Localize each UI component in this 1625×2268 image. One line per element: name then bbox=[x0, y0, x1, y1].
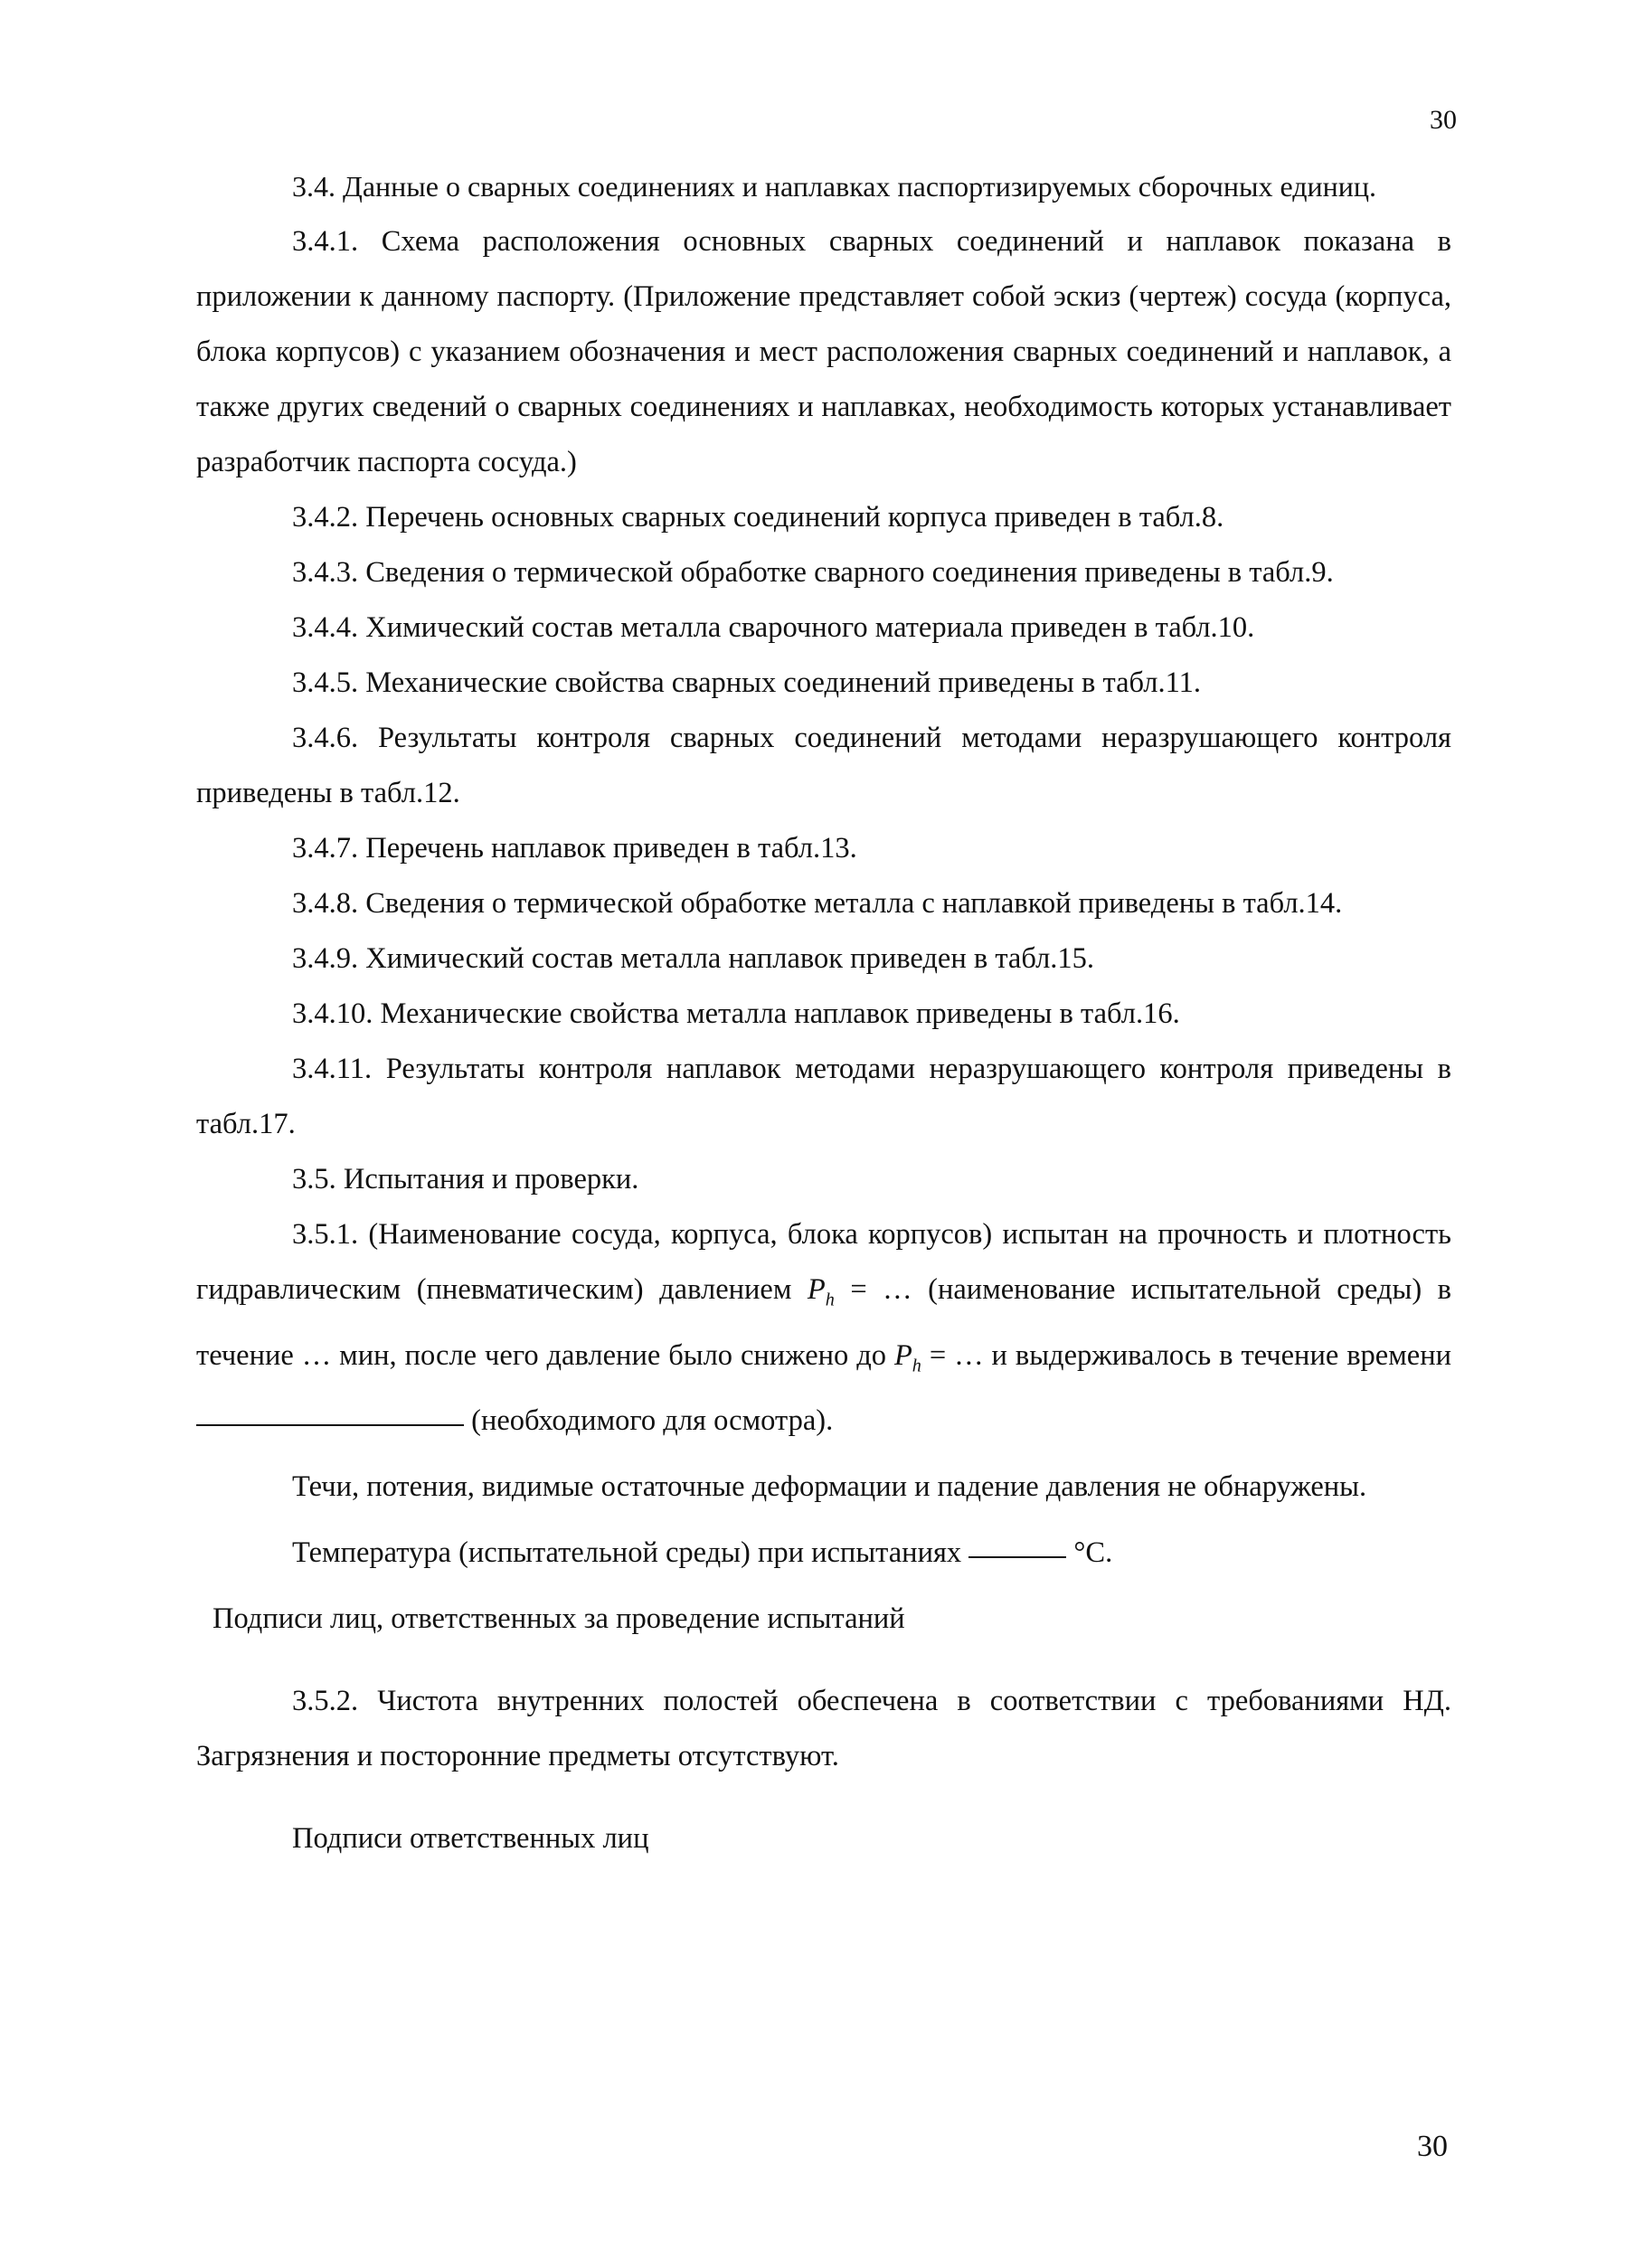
paragraph-3-5-1-part-b: = … (наименование испытательной среды) в течение … мин, после чего давление было снижено до bbox=[196, 1273, 1451, 1372]
paragraph-3-4-8: 3.4.8. Сведения о термической обработке металла с наплавкой приведены в табл.14. bbox=[292, 887, 1343, 920]
paragraph-3-4-1: 3.4.1. Схема расположения основных сварных соединений и наплавок показана в приложении к данному паспорту. (Приложение представляет собой эскиз (чертеж) сосуда (корпуса, блока корпусов) с указанием обозначения и мест расположения сварных соединений и наплавок, а также других сведений о сварных соединениях и наплавках, необходимость которых устанавливает разработчик паспорта сосуда.) bbox=[196, 225, 1451, 478]
temperature-fill-in-blank[interactable] bbox=[968, 1527, 1066, 1559]
pressure-symbol-1: P bbox=[807, 1273, 826, 1306]
paragraph-3-4-4: 3.4.4. Химический состав металла сварочного материала приведен в табл.10. bbox=[292, 611, 1255, 644]
paragraph-3-5-2: 3.5.2. Чистота внутренних полостей обеспечена в соответствии с требованиями НД. Загрязнения и посторонние предметы отсутствуют. bbox=[196, 1685, 1451, 1772]
paragraph-3-4-7: 3.4.7. Перечень наплавок приведен в табл.13. bbox=[292, 832, 857, 865]
paragraph-3-4-3: 3.4.3. Сведения о термической обработке сварного соединения приведены в табл.9. bbox=[292, 556, 1334, 589]
section-3-4-title: 3.4. Данные о сварных соединениях и наплавках паспортизируемых сборочных единиц. bbox=[292, 170, 1377, 203]
section-3-5-title: 3.5. Испытания и проверки. bbox=[292, 1163, 639, 1195]
pressure-subscript-1: h bbox=[825, 1290, 835, 1310]
page-number-top: 30 bbox=[1430, 105, 1457, 135]
paragraph-3-4-6: 3.4.6. Результаты контроля сварных соединений методами неразрушающего контроля приведены в табл.12. bbox=[196, 722, 1451, 809]
temperature-unit: °С. bbox=[1066, 1536, 1113, 1569]
paragraph-3-5-1-part-d: (необходимого для осмотра). bbox=[464, 1404, 834, 1437]
paragraph-leaks: Течи, потения, видимые остаточные деформации и падение давления не обнаружены. bbox=[292, 1470, 1367, 1503]
time-fill-in-blank[interactable] bbox=[196, 1395, 464, 1427]
page-number-bottom: 30 bbox=[1417, 2130, 1448, 2163]
paragraph-3-5-1 bbox=[196, 1207, 1451, 1449]
page-content bbox=[196, 159, 1451, 1866]
pressure-subscript-2: h bbox=[912, 1356, 921, 1375]
paragraph-temperature bbox=[196, 1526, 1451, 1581]
paragraph-3-4-10: 3.4.10. Механические свойства металла наплавок приведены в табл.16. bbox=[292, 997, 1180, 1030]
signatures-responsible-label: Подписи ответственных лиц bbox=[292, 1822, 649, 1855]
pressure-symbol-2: P bbox=[893, 1338, 912, 1372]
paragraph-3-4-2: 3.4.2. Перечень основных сварных соединений корпуса приведен в табл.8. bbox=[292, 501, 1224, 534]
paragraph-3-5-1-part-a: 3.5.1. (Наименование сосуда, корпуса, блока корпусов) испытан на прочность и плотность гидравлическим (пневматическим) давлением bbox=[196, 1218, 1451, 1306]
paragraph-3-4-5: 3.4.5. Механические свойства сварных соединений приведены в табл.11. bbox=[292, 666, 1201, 699]
paragraph-3-5-1-part-c: = … и выдерживалось в течение времени bbox=[921, 1338, 1451, 1372]
temperature-text: Температура (испытательной среды) при испытаниях bbox=[292, 1536, 969, 1569]
paragraph-3-4-9: 3.4.9. Химический состав металла наплавок приведен в табл.15. bbox=[292, 942, 1095, 975]
signatures-tests-label: Подписи лиц, ответственных за проведение испытаний bbox=[213, 1602, 905, 1635]
paragraph-3-4-11: 3.4.11. Результаты контроля наплавок методами неразрушающего контроля приведены в табл.17. bbox=[196, 1053, 1451, 1140]
